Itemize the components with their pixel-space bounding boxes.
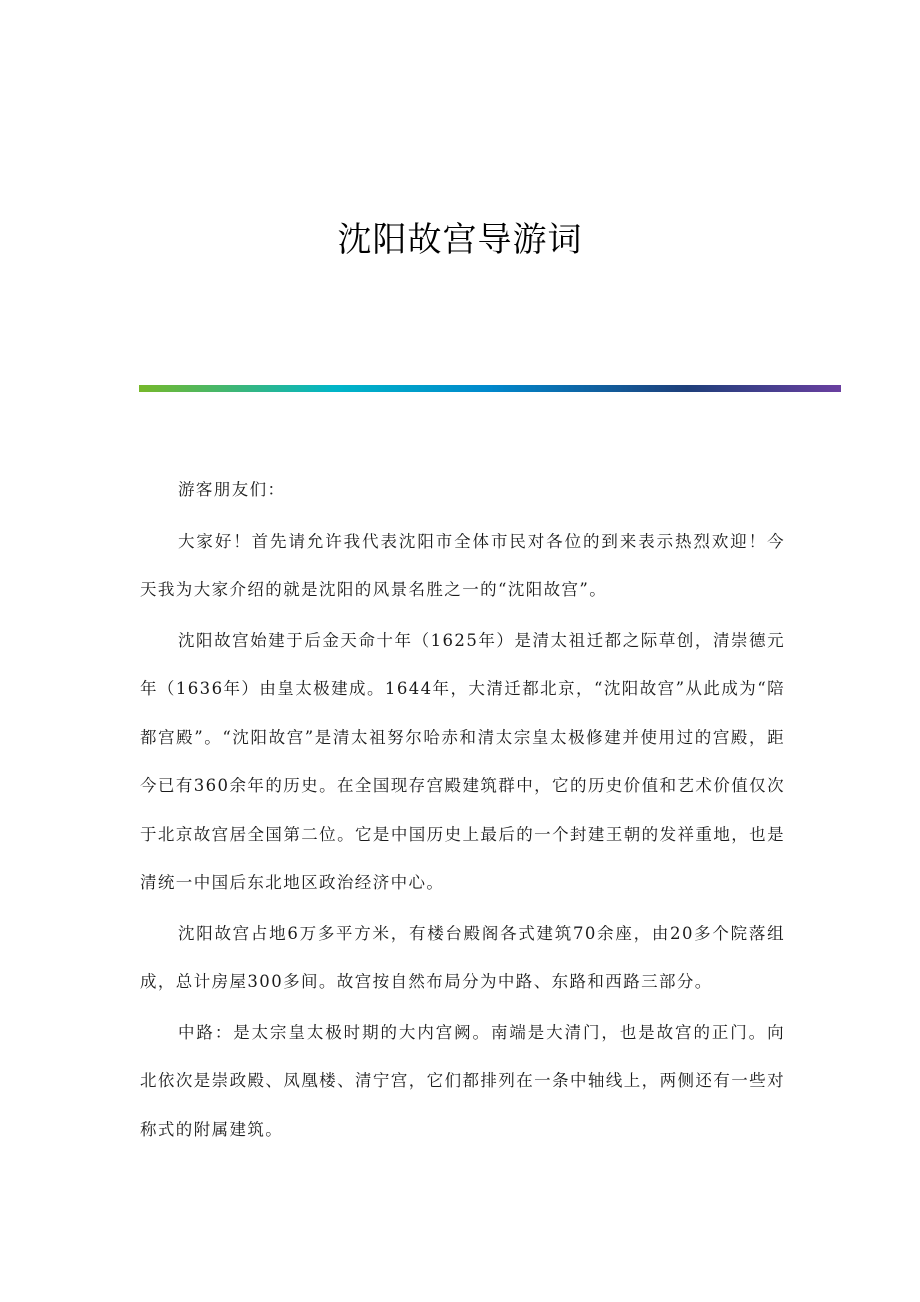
paragraph-central-route: 中路：是太宗皇太极时期的大内宫阙。南端是大清门，也是故宫的正门。向北依次是崇政殿、凤凰楼、清宁宫，它们都排列在一条中轴线上，两侧还有一些对称式的附属建筑。 xyxy=(140,1022,785,1139)
gradient-divider xyxy=(139,385,841,392)
paragraph-welcome: 大家好！首先请允许我代表沈阳市全体市民对各位的到来表示热烈欢迎！今天我为大家介绍的就是沈阳的风景名胜之一的“沈阳故宫”。 xyxy=(140,531,785,599)
paragraph-layout: 沈阳故宫占地6万多平方米，有楼台殿阁各式建筑70余座，由20多个院落组成，总计房屋300多间。故宫按自然布局分为中路、东路和西路三部分。 xyxy=(140,923,785,991)
paragraph-greeting: 游客朋友们： xyxy=(178,480,286,499)
paragraph-history: 沈阳故宫始建于后金天命十年（1625年）是清太祖迁都之际草创，清崇德元年（1636年）由皇太极建成。1644年，大清迁都北京，“沈阳故宫”从此成为“陪都宫殿”。“沈阳故宫”是清太祖努尔哈赤和清太宗皇太极修建并使用过的宫殿，距今已有360余年的历史。在全国现存宫殿建筑群中，它的历史价值和艺术价值仅次于北京故宫居全国第二位。它是中国历史上最后的一个封建王朝的发祥重地，也是清统一中国后东北地区政治经济中心。 xyxy=(140,630,785,892)
document-body xyxy=(140,466,785,1154)
page-title: 沈阳故宫导游词 xyxy=(337,220,583,260)
